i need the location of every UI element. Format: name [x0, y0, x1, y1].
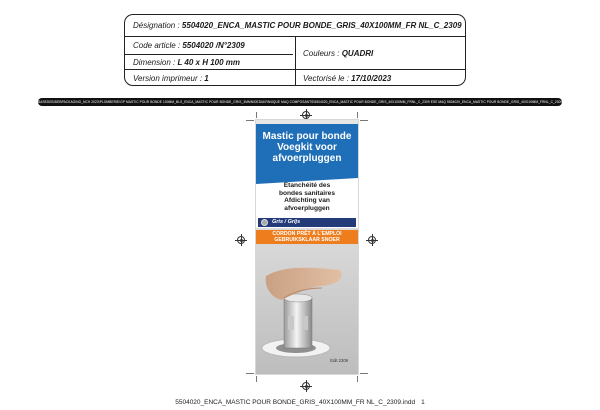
footer-filename: 5504020_ENCA_MASTIC POUR BONDE_GRIS_40X100MM_FR NL_C_2309.indd	[175, 399, 416, 406]
slug-strip: BASEDEBIDEBPACKAGING_NCH 2023\PLOMBERIE\GP MASTIC POUR BONDE 100MM_BLS_ENCA_MASTIC POUR BONDE_GRIS_3MMN\DEDIA\PANIQUE MAQ COMPOSANTS\5504020_ENCA_MASTIC POUR BONDE_GRIS_40X100MM_FRNL_C_2309 ESE MAQ 5504020_ENCA_MASTIC POUR BONDE_GRIS_40X100MM_FRNL_C_2309	[38, 100, 562, 104]
dimension-label: Dimension :	[133, 58, 178, 67]
subtitle-line: bondes sanitaires	[278, 189, 336, 197]
vectorise-label: Vectorisé le :	[303, 74, 352, 83]
product-photo	[256, 228, 358, 374]
banner-line: GEBRUIKSKLAAR SNOER	[274, 237, 340, 243]
package-artwork	[256, 120, 358, 374]
trim-mark	[360, 120, 368, 121]
footer-page-number: 1	[421, 399, 425, 406]
info-box	[124, 14, 466, 86]
footer	[0, 399, 600, 406]
registration-mark-icon	[302, 382, 310, 390]
trim-mark	[246, 373, 254, 374]
trim-mark	[246, 120, 254, 121]
designation-row	[133, 21, 462, 30]
subtitle-line: afvoerpluggen	[284, 204, 330, 212]
couleurs-row	[303, 49, 373, 58]
subtitle-line: Etanchéité des	[283, 182, 331, 189]
ready-to-use-banner	[256, 230, 358, 244]
column-divider	[295, 36, 296, 85]
color-label: Gris / Grijs	[272, 219, 301, 225]
package-subtitle	[256, 182, 358, 212]
vectorise-row	[303, 74, 391, 83]
code-row	[133, 41, 245, 50]
vectorise-value: 17/10/2023	[351, 74, 392, 83]
divider	[125, 54, 293, 55]
edition-label: Edit 2309	[330, 358, 348, 363]
trim-mark	[357, 376, 358, 382]
designation-label: Désignation :	[133, 21, 182, 30]
trim-mark	[256, 376, 257, 382]
couleurs-label: Couleurs :	[303, 49, 342, 58]
couleurs-value: QUADRI	[341, 49, 374, 58]
registration-mark-icon	[368, 236, 376, 244]
trim-mark	[360, 373, 368, 374]
dimension-value: L 40 x H 100 mm	[177, 58, 241, 67]
code-value: 5504020 /N°2309	[182, 41, 245, 50]
registration-mark-icon	[302, 111, 310, 119]
subtitle-line: Afdichting van	[284, 197, 330, 205]
version-value: 1	[204, 74, 209, 83]
grey-swatch-icon	[261, 219, 268, 226]
version-label: Version imprimeur :	[133, 74, 205, 83]
package-title-line: Voegkit voor	[277, 142, 337, 153]
version-row	[133, 74, 209, 83]
package-title-panel	[256, 124, 358, 178]
package-title-line: afvoerpluggen	[272, 153, 342, 164]
registration-mark-icon	[237, 236, 245, 244]
banner-line: CORDON PRÊT À L'EMPLOI	[272, 231, 342, 237]
color-bar	[258, 218, 356, 227]
package-title-line: Mastic pour bonde	[262, 131, 352, 142]
designation-value: 5504020_ENCA_MASTIC POUR BONDE_GRIS_40X100MM_FR NL_C_2309	[181, 21, 462, 30]
trim-mark	[256, 112, 257, 118]
trim-mark	[357, 112, 358, 118]
product-photo-illustration	[256, 228, 358, 374]
code-label: Code article :	[133, 41, 183, 50]
dimension-row	[133, 58, 240, 67]
